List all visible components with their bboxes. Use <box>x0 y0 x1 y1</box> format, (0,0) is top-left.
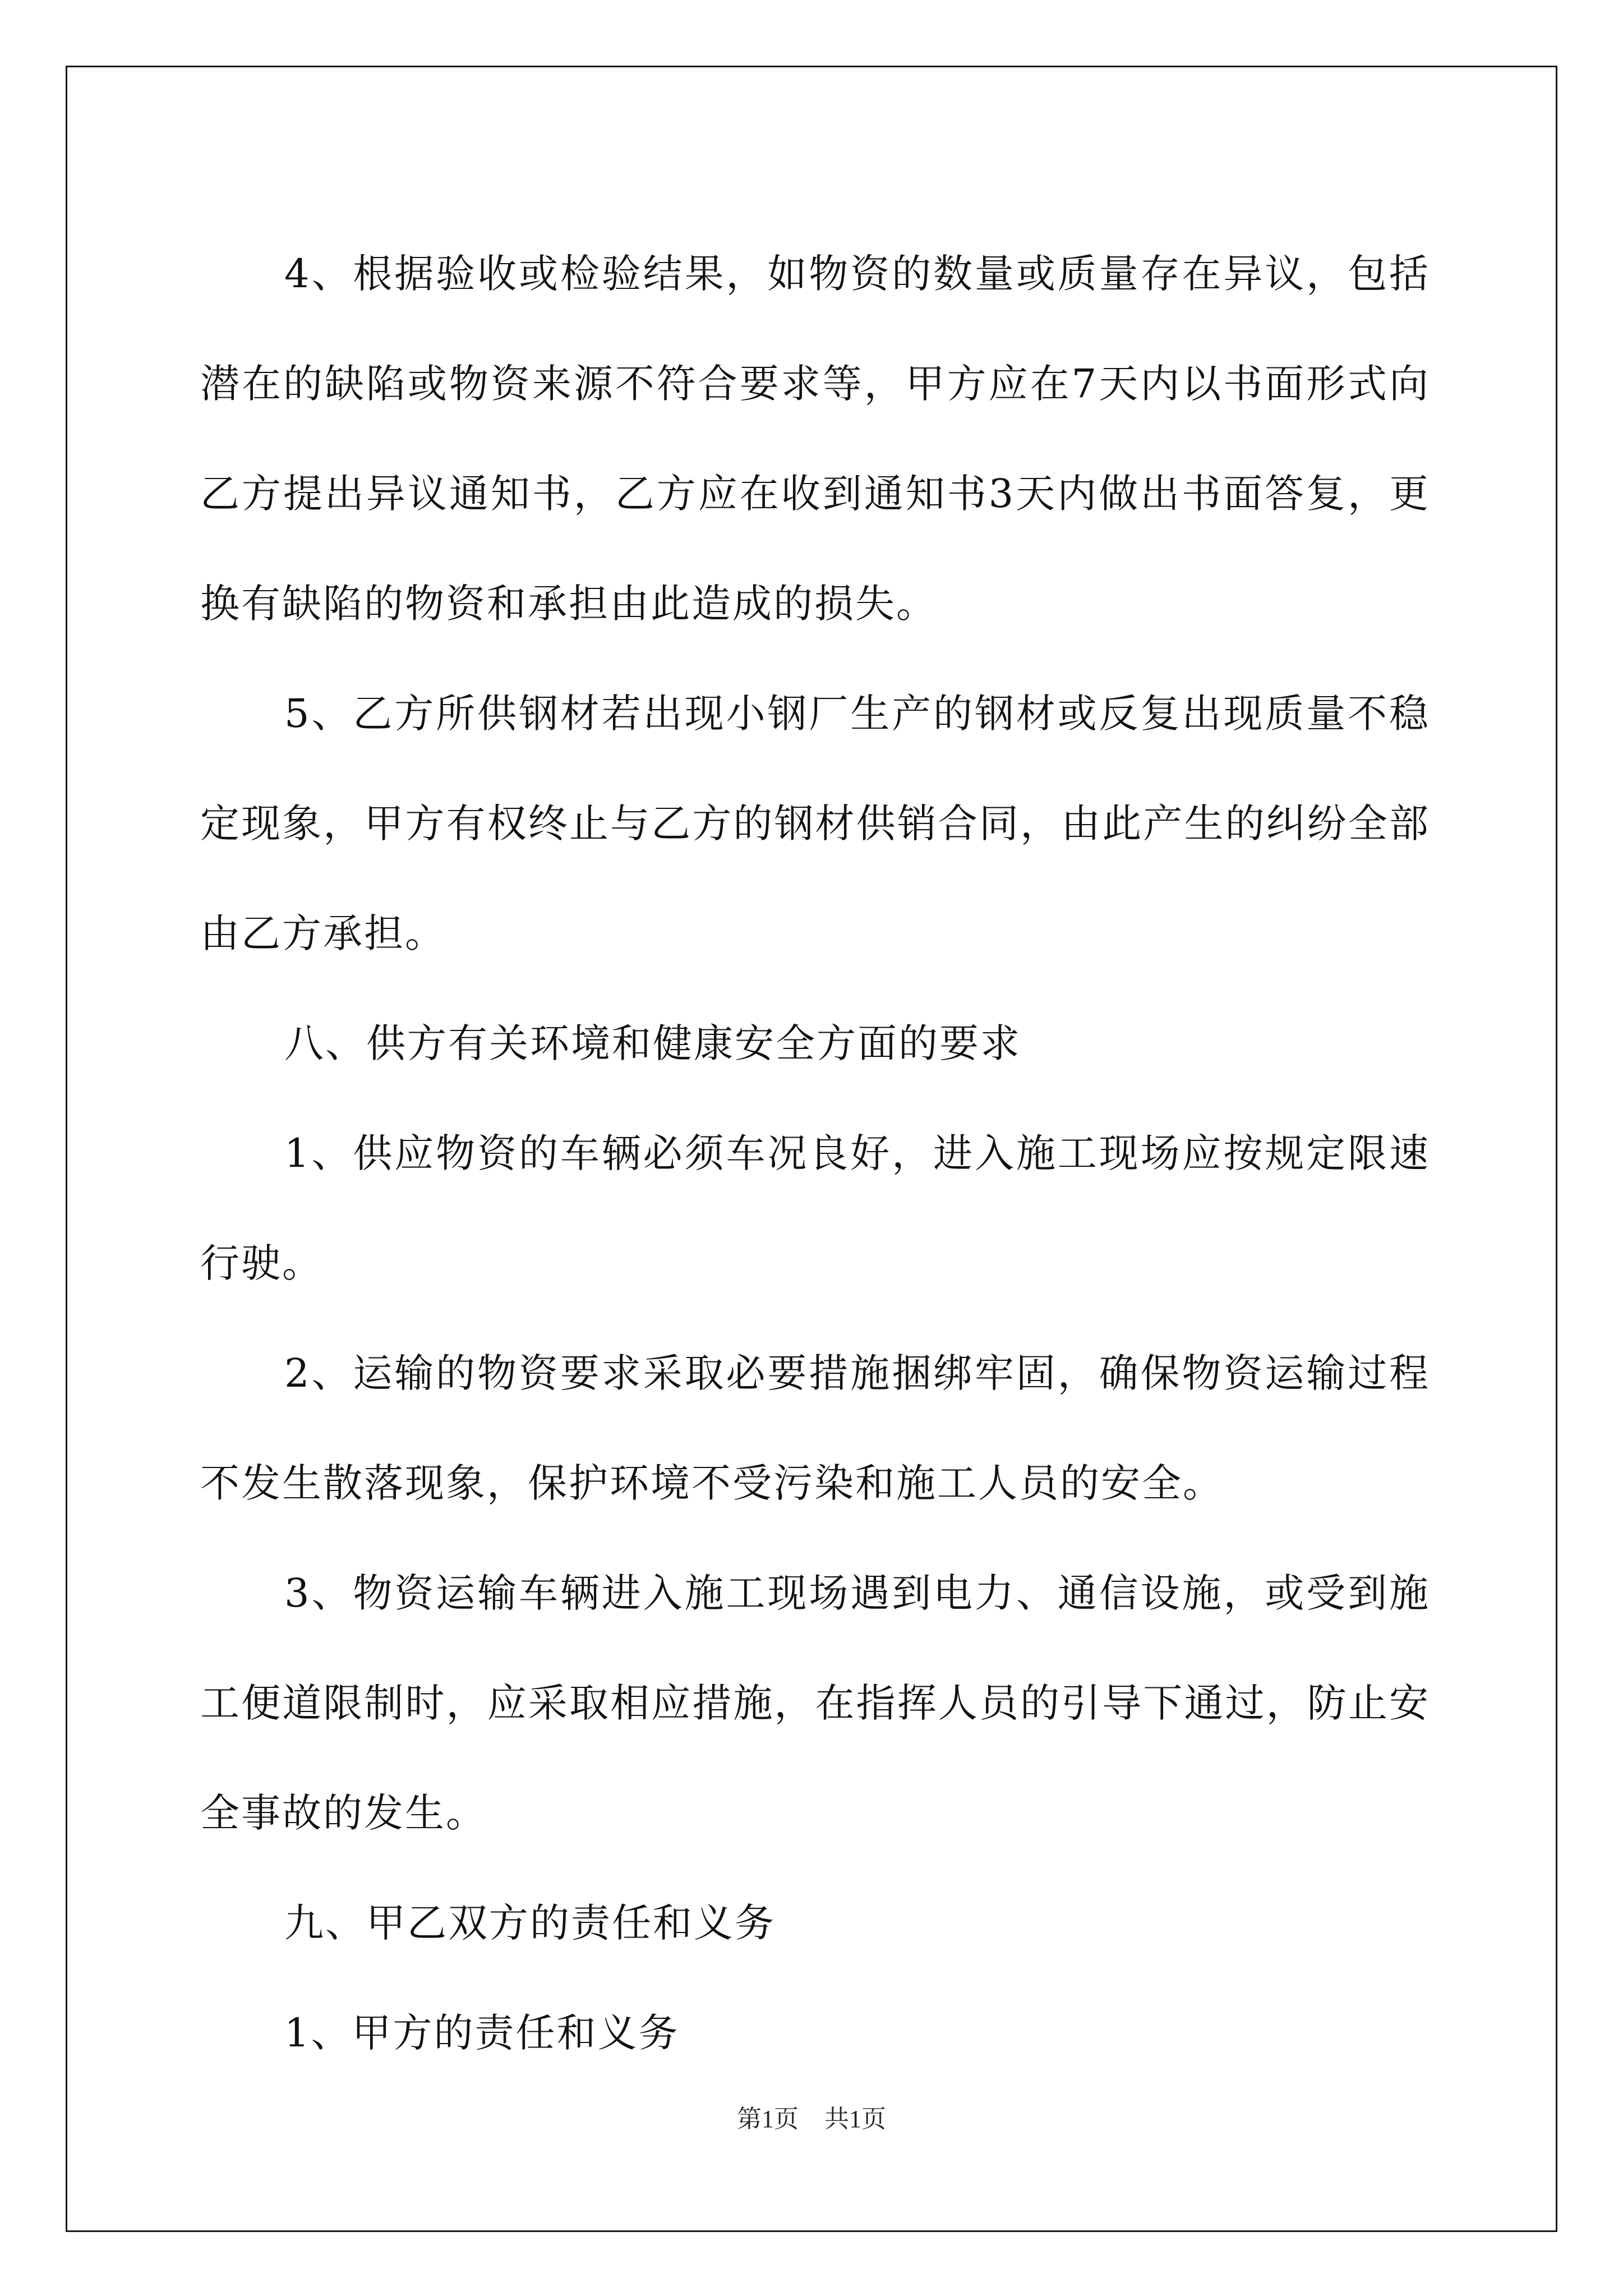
paragraph-item-1-vehicle-condition: 1、供应物资的车辆必须车况良好，进入施工现场应按规定限速行驶。 <box>200 1130 1430 1286</box>
paragraph-item-5-steel-quality: 5、乙方所供钢材若出现小钢厂生产的钢材或反复出现质量不稳定现象，甲方有权终止与乙方的钢材供销合同，由此产生的纠纷全部由乙方承担。 <box>200 691 1430 956</box>
section-heading-responsibilities: 九、甲乙双方的责任和义务 <box>284 1900 776 1946</box>
page-number-current: 第1页 <box>737 2105 799 2133</box>
page-number-total: 共1页 <box>824 2105 886 2133</box>
section-heading-environment-safety: 八、供方有关环境和健康安全方面的要求 <box>284 1020 1021 1066</box>
paragraph-item-4-inspection-objection: 4、根据验收或检验结果，如物资的数量或质量存在异议，包括潜在的缺陷或物资来源不符合要求等，甲方应在7天内以书面形式向乙方提出异议通知书，乙方应在收到通知书3天内做出书面答复，更换有缺陷的物资和承担由此造成的损失。 <box>200 251 1430 627</box>
document-body <box>200 219 1430 2088</box>
paragraph-item-3-site-facilities: 3、物资运输车辆进入施工现场遇到电力、通信设施，或受到施工便道限制时，应采取相应措施，在指挥人员的引导下通过，防止安全事故的发生。 <box>200 1570 1430 1836</box>
paragraph-item-2-secure-transport: 2、运输的物资要求采取必要措施捆绑牢固，确保物资运输过程不发生散落现象，保护环境不受污染和施工人员的安全。 <box>200 1350 1430 1506</box>
page-footer <box>0 2102 1623 2136</box>
paragraph-item-1-party-a-duties: 1、甲方的责任和义务 <box>284 2010 680 2056</box>
